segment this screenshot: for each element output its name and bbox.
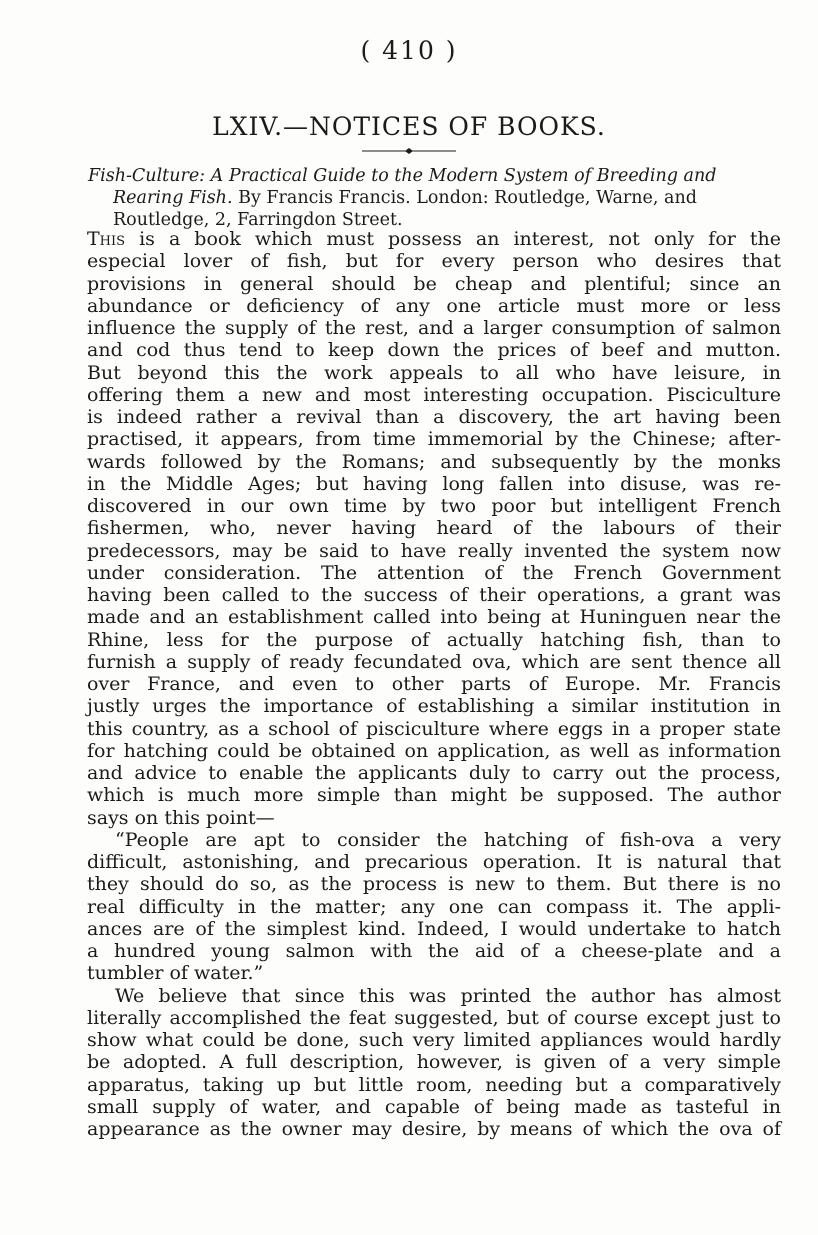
citation-line-2 <box>88 187 788 209</box>
quote-line: difficult, astonishing, and precarious operation. It is natural that <box>87 851 781 873</box>
text-line: be adopted. A full description, however, is given of a very simple <box>87 1051 781 1074</box>
quote-line: “People are apt to consider the hatching of fish-ova a very <box>115 828 781 851</box>
text-line: provisions in general should be cheap and plentiful; since an <box>87 272 781 295</box>
text-line: says on this point— <box>87 806 275 829</box>
text-line: But beyond this the work appeals to all who have leisure, in <box>87 361 781 384</box>
text-line: show what could be done, such very limited appliances would hardly <box>87 1029 781 1051</box>
text-line: Rhine, less for the purpose of actually hatching fish, than to <box>87 628 781 651</box>
text-line: for hatching could be obtained on application, as well as information <box>87 739 781 762</box>
text-line: and cod thus tend to keep down the prices of beef and mutton. <box>87 339 781 362</box>
text-line: offering them a new and most interesting occupation. Pisciculture <box>87 383 781 406</box>
text-line: practised, it appears, from time immemorial by the Chinese; after- <box>87 428 781 451</box>
text-line: and advice to enable the applicants duly to carry out the process, <box>87 762 781 784</box>
citation-line-3: Routledge, 2, Farringdon Street. <box>113 210 403 230</box>
text-line: literally accomplished the feat suggested, but of course except just to <box>87 1006 781 1029</box>
text-line: appearance as the owner may desire, by means of which the ova of <box>87 1118 781 1140</box>
text-line: furnish a supply of ready fecundated ova, which are sent thence all <box>87 650 781 673</box>
page-number: ( 410 ) <box>360 36 458 65</box>
text-line: wards followed by the Romans; and subsequently by the monks <box>87 450 781 473</box>
text-line: fishermen, who, never having heard of the labours of their <box>87 517 781 540</box>
text-line: this country, as a school of pisciculture where eggs in a proper state <box>87 717 781 740</box>
text-line: We believe that since this was printed the author has almost <box>115 984 781 1007</box>
text-line: influence the supply of the rest, and a larger consumption of salmon <box>87 317 781 339</box>
ornamental-rule <box>362 146 456 156</box>
text-line: apparatus, taking up but little room, needing but a comparatively <box>87 1073 781 1096</box>
text-line: discovered in our own time by two poor but intelligent French <box>87 495 781 517</box>
work-title-cont: Rearing Fish. <box>113 188 233 208</box>
text-line: justly urges the importance of establishing a similar institution in <box>87 695 781 718</box>
quote-line: real difficulty in the matter; any one can compass it. The appli- <box>87 895 781 918</box>
text-line: predecessors, may be said to have really invented the system now <box>87 539 781 562</box>
diamond-ornament-icon <box>405 148 413 154</box>
text-line: small supply of water, and capable of being made as tasteful in <box>87 1095 781 1118</box>
quote-line: tumbler of water.” <box>87 962 264 985</box>
text-line: in the Middle Ages; but having long fallen into disuse, was re- <box>87 472 781 495</box>
text-line: abundance or deficiency of any one article must more or less <box>87 294 781 317</box>
review-text <box>87 228 781 1140</box>
text-line: especial lover of fish, but for every person who desires that <box>87 250 781 273</box>
text-line: made and an establishment called into being at Huninguen near the <box>87 606 781 629</box>
text-line: over France, and even to other parts of Europe. Mr. Francis <box>87 673 781 695</box>
author-publisher: By Francis Francis. London: Routledge, Warne, and <box>232 188 697 208</box>
quote-line: a hundred young salmon with the aid of a cheese-plate and a <box>87 940 781 962</box>
text-line: which is much more simple than might be supposed. The author <box>87 784 781 807</box>
text-line: having been called to the success of their operations, a grant was <box>87 584 781 606</box>
text-line: This is a book which must possess an interest, not only for the <box>87 228 781 250</box>
citation-line-1 <box>88 165 788 187</box>
section-title: LXIV.—NOTICES OF BOOKS. <box>212 112 606 141</box>
book-citation <box>88 165 788 231</box>
text-line: under consideration. The attention of the French Government <box>87 561 781 584</box>
opening-word: This <box>87 228 126 250</box>
quote-line: ances are of the simplest kind. Indeed, I would undertake to hatch <box>87 917 781 940</box>
quote-line: they should do so, as the process is new to them. But there is no <box>87 873 781 896</box>
work-title: Fish-Culture: A Practical Guide to the Modern System of Breeding and <box>88 166 717 186</box>
text-line: is indeed rather a revival than a discovery, the art having been <box>87 406 781 428</box>
